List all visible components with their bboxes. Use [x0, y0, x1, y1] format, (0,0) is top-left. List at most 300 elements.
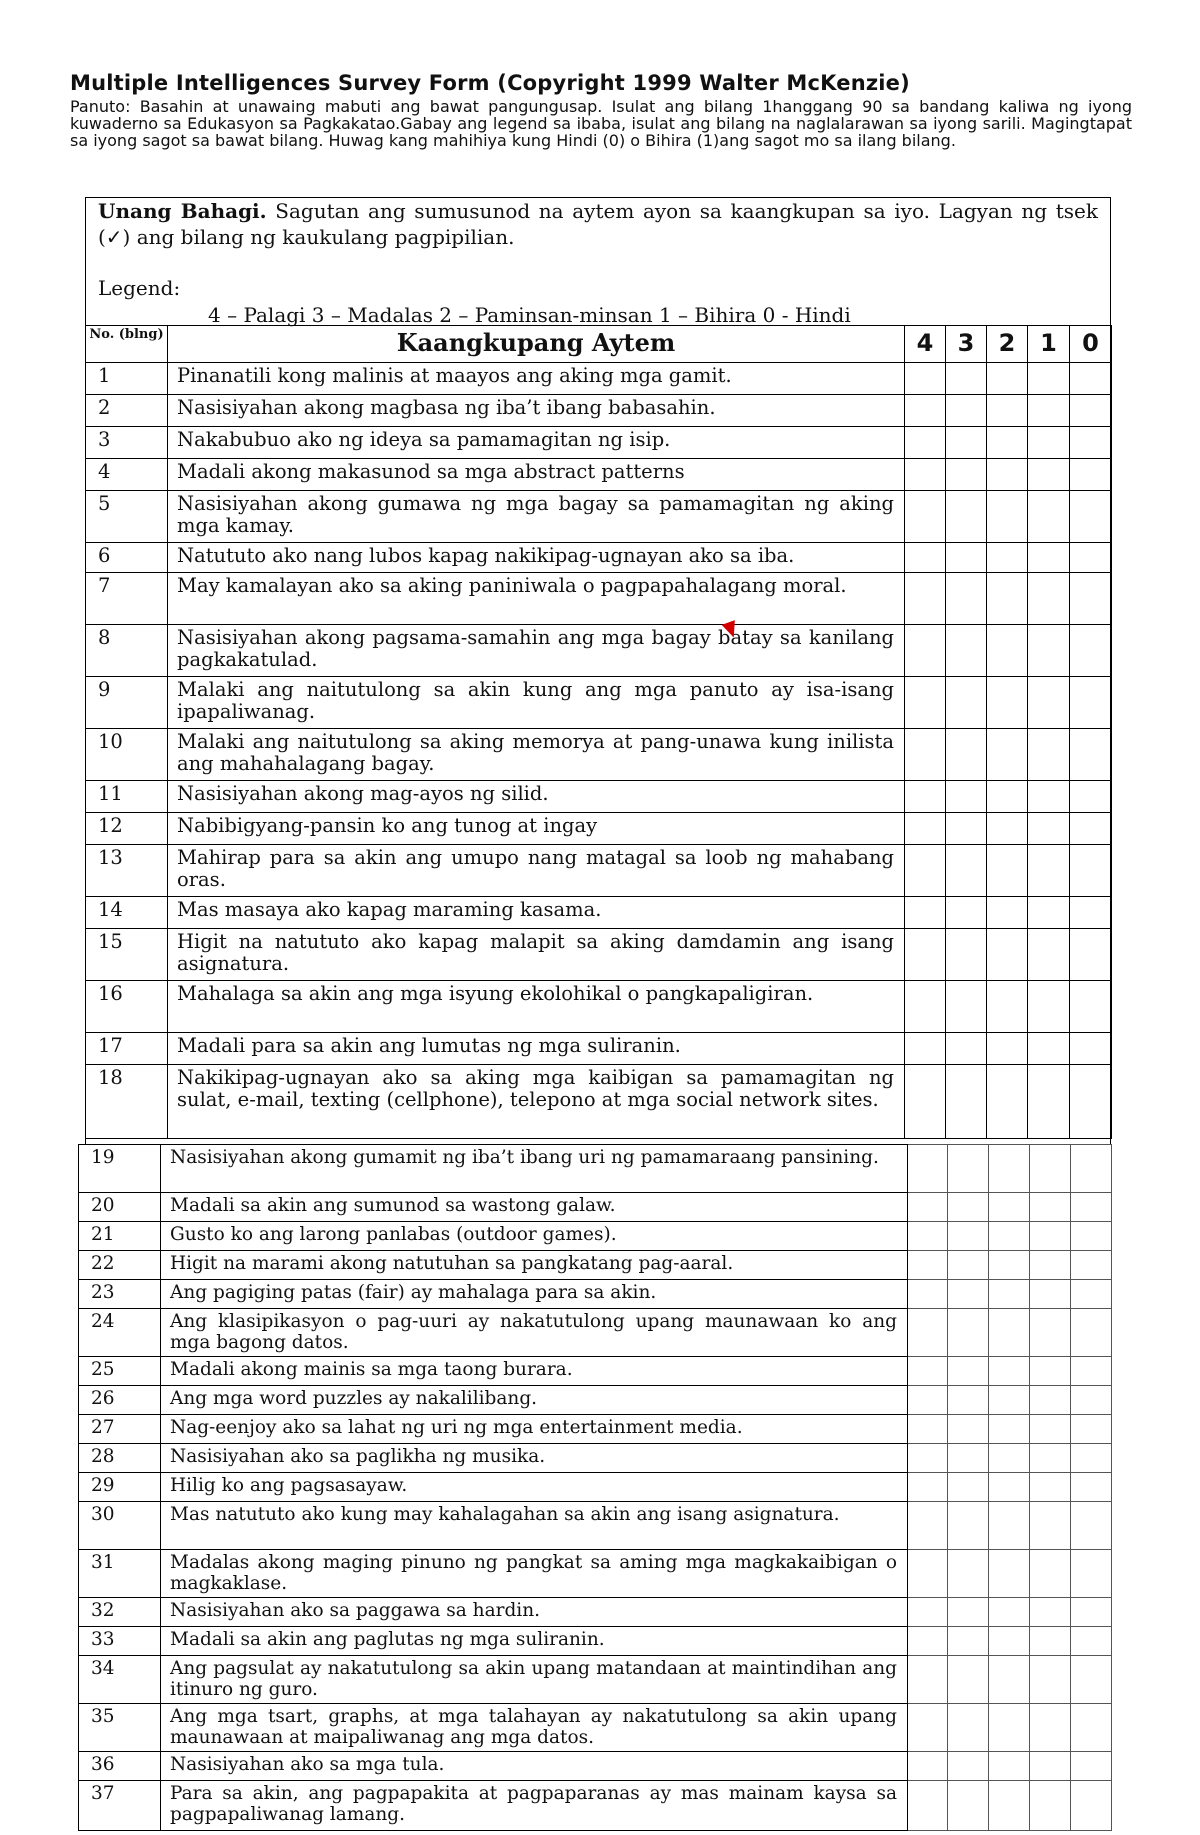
item-number: 31	[79, 1550, 161, 1598]
score-cell-3[interactable]	[948, 1251, 989, 1280]
item-number: 32	[79, 1598, 161, 1627]
score-cell-2[interactable]	[989, 1473, 1030, 1502]
item-number: 8	[86, 625, 168, 677]
score-cell-2[interactable]	[989, 1357, 1030, 1386]
score-cell-2[interactable]	[987, 729, 1028, 781]
score-cell-4[interactable]	[905, 897, 946, 929]
table-row	[86, 395, 1112, 427]
table-header-row	[86, 326, 1112, 363]
score-cell-2[interactable]	[989, 1415, 1030, 1444]
form-instructions: Panuto: Basahin at unawaing mabuti ang bawat pangungusap. Isulat ang bilang 1hanggang 90 sa bandang kaliwa ng iyong kuwaderno sa Edukasyon sa Pagkakatao.Gabay ang legend sa ibaba, isulat ang bilang na naglalarawan sa iyong sarili. Magingtapat sa iyong sagot sa bawat bilang. Huwag kang mahihiya kung Hindi (0) o Bihira (1)ang sagot mo sa ilang bilang.	[70, 97, 1132, 150]
score-cell-3[interactable]	[948, 1598, 989, 1627]
item-number: 12	[86, 813, 168, 845]
score-cell-0[interactable]	[1070, 897, 1112, 929]
table-row	[79, 1309, 1112, 1357]
score-cell-0[interactable]	[1071, 1280, 1112, 1309]
table-row	[79, 1627, 1112, 1656]
score-cell-3[interactable]	[948, 1309, 989, 1357]
score-cell-1[interactable]	[1030, 1357, 1071, 1386]
score-cell-4[interactable]	[905, 625, 946, 677]
score-cell-4[interactable]	[908, 1502, 948, 1550]
item-text: Ang mga word puzzles ay nakalilibang.	[161, 1386, 908, 1415]
score-cell-1[interactable]	[1030, 1280, 1071, 1309]
score-cell-4[interactable]	[908, 1386, 948, 1415]
score-cell-2[interactable]	[989, 1656, 1030, 1704]
score-cell-4[interactable]	[908, 1309, 948, 1357]
score-cell-0[interactable]	[1070, 543, 1112, 573]
score-cell-1[interactable]	[1030, 1598, 1071, 1627]
item-number: 16	[86, 981, 168, 1033]
score-cell-3[interactable]	[948, 1386, 989, 1415]
table-row	[86, 1065, 1112, 1139]
score-cell-2[interactable]	[989, 1781, 1030, 1831]
score-cell-0[interactable]	[1070, 573, 1112, 625]
item-text: Nasisiyahan ako sa mga tula.	[161, 1752, 908, 1781]
score-cell-0[interactable]	[1071, 1473, 1112, 1502]
score-cell-3[interactable]	[948, 1473, 989, 1502]
score-cell-3[interactable]	[946, 813, 987, 845]
score-cell-0[interactable]	[1071, 1415, 1112, 1444]
table-row	[79, 1193, 1112, 1222]
score-cell-3[interactable]	[946, 981, 987, 1033]
table-row	[86, 427, 1112, 459]
score-cell-1[interactable]	[1030, 1627, 1071, 1656]
score-cell-4[interactable]	[908, 1781, 948, 1831]
score-cell-3[interactable]	[948, 1502, 989, 1550]
score-cell-2[interactable]	[987, 459, 1028, 491]
score-cell-0[interactable]	[1071, 1704, 1112, 1752]
item-text: Gusto ko ang larong panlabas (outdoor games).	[161, 1222, 908, 1251]
item-number: 18	[86, 1065, 168, 1139]
part1-instruction: Sagutan ang sumusunod na aytem ayon sa kaangkupan sa iyo. Lagyan ng tsek (✓) ang bilang ng kaukulang pagpipilian.	[98, 199, 1098, 249]
score-cell-2[interactable]	[987, 363, 1028, 395]
score-cell-0[interactable]	[1070, 1033, 1112, 1065]
item-number: 24	[79, 1309, 161, 1357]
item-number: 37	[79, 1781, 161, 1831]
item-text: Pinanatili kong malinis at maayos ang aking mga gamit.	[168, 363, 905, 395]
score-cell-4[interactable]	[905, 845, 946, 897]
table-row	[86, 929, 1112, 981]
score-cell-0[interactable]	[1071, 1752, 1112, 1781]
item-text: Mas natututo ako kung may kahalagahan sa akin ang isang asignatura.	[161, 1502, 908, 1550]
score-cell-1[interactable]	[1028, 363, 1070, 395]
score-cell-1[interactable]	[1030, 1415, 1071, 1444]
item-text: Nasisiyahan akong gumawa ng mga bagay sa pamamagitan ng aking mga kamay.	[168, 491, 905, 543]
score-cell-1[interactable]	[1030, 1752, 1071, 1781]
score-cell-1[interactable]	[1030, 1781, 1071, 1831]
score-cell-3[interactable]	[948, 1627, 989, 1656]
score-cell-3[interactable]	[946, 677, 987, 729]
score-cell-1[interactable]	[1028, 845, 1070, 897]
table-row	[86, 781, 1112, 813]
score-cell-1[interactable]	[1028, 625, 1070, 677]
score-cell-2[interactable]	[989, 1598, 1030, 1627]
score-cell-0[interactable]	[1071, 1193, 1112, 1222]
score-cell-1[interactable]	[1028, 677, 1070, 729]
score-cell-4[interactable]	[905, 813, 946, 845]
score-cell-1[interactable]	[1028, 781, 1070, 813]
table-row	[86, 677, 1112, 729]
item-text: Nakikipag-ugnayan ako sa aking mga kaibigan sa pamamagitan ng sulat, e-mail, texting (cellphone), telepono at mga social network sites.	[168, 1065, 905, 1139]
legend-title: Legend:	[98, 276, 181, 300]
score-cell-3[interactable]	[946, 395, 987, 427]
score-cell-3[interactable]	[946, 1065, 987, 1139]
score-cell-1[interactable]	[1030, 1656, 1071, 1704]
score-cell-4[interactable]	[905, 729, 946, 781]
score-cell-0[interactable]	[1071, 1598, 1112, 1627]
score-cell-0[interactable]	[1071, 1222, 1112, 1251]
item-number: 29	[79, 1473, 161, 1502]
score-cell-3[interactable]	[946, 459, 987, 491]
item-number: 25	[79, 1357, 161, 1386]
table-row	[79, 1656, 1112, 1704]
score-cell-1[interactable]	[1028, 543, 1070, 573]
table-row	[86, 729, 1112, 781]
score-cell-0[interactable]	[1070, 491, 1112, 543]
score-cell-2[interactable]	[987, 543, 1028, 573]
score-cell-1[interactable]	[1028, 573, 1070, 625]
item-text: Madalas akong maging pinuno ng pangkat sa aming mga magkakaibigan o magkaklase.	[161, 1550, 908, 1598]
score-cell-4[interactable]	[908, 1251, 948, 1280]
score-cell-0[interactable]	[1071, 1550, 1112, 1598]
table-row	[86, 625, 1112, 677]
item-text: Nasisiyahan akong magbasa ng iba’t ibang babasahin.	[168, 395, 905, 427]
item-number: 28	[79, 1444, 161, 1473]
score-cell-0[interactable]	[1071, 1444, 1112, 1473]
score-cell-0[interactable]	[1070, 929, 1112, 981]
score-cell-3[interactable]	[946, 427, 987, 459]
score-cell-2[interactable]	[987, 1033, 1028, 1065]
item-text: Mas masaya ako kapag maraming kasama.	[168, 897, 905, 929]
score-cell-0[interactable]	[1070, 1065, 1112, 1139]
item-number: 23	[79, 1280, 161, 1309]
score-cell-1[interactable]	[1028, 929, 1070, 981]
column-header-score-3: 3	[946, 326, 987, 363]
part1-title: Unang Bahagi.	[98, 199, 267, 223]
score-cell-1[interactable]	[1028, 1033, 1070, 1065]
score-cell-3[interactable]	[946, 363, 987, 395]
score-cell-1[interactable]	[1030, 1502, 1071, 1550]
score-cell-1[interactable]	[1028, 729, 1070, 781]
score-cell-2[interactable]	[987, 781, 1028, 813]
score-cell-2[interactable]	[989, 1222, 1030, 1251]
column-header-score-0: 0	[1070, 326, 1112, 363]
score-cell-4[interactable]	[905, 677, 946, 729]
score-cell-2[interactable]	[989, 1752, 1030, 1781]
table-row	[86, 1033, 1112, 1065]
score-cell-3[interactable]	[948, 1444, 989, 1473]
item-text: Nag-eenjoy ako sa lahat ng uri ng mga entertainment media.	[161, 1415, 908, 1444]
score-cell-2[interactable]	[989, 1280, 1030, 1309]
score-cell-1[interactable]	[1028, 981, 1070, 1033]
score-cell-0[interactable]	[1071, 1251, 1112, 1280]
score-cell-1[interactable]	[1030, 1193, 1071, 1222]
score-cell-1[interactable]	[1030, 1222, 1071, 1251]
score-cell-4[interactable]	[908, 1444, 948, 1473]
item-number: 19	[79, 1145, 161, 1193]
score-cell-2[interactable]	[989, 1627, 1030, 1656]
score-cell-1[interactable]	[1030, 1386, 1071, 1415]
item-number: 35	[79, 1704, 161, 1752]
score-cell-3[interactable]	[948, 1781, 989, 1831]
item-number: 30	[79, 1502, 161, 1550]
score-cell-4[interactable]	[908, 1656, 948, 1704]
score-cell-4[interactable]	[908, 1357, 948, 1386]
score-cell-4[interactable]	[905, 543, 946, 573]
column-header-item: Kaangkupang Aytem	[168, 326, 905, 363]
score-cell-4[interactable]	[905, 1065, 946, 1139]
score-cell-1[interactable]	[1030, 1473, 1071, 1502]
score-cell-0[interactable]	[1070, 459, 1112, 491]
survey-table-part2	[78, 1144, 1112, 1831]
score-cell-4[interactable]	[908, 1415, 948, 1444]
column-header-score-4: 4	[905, 326, 946, 363]
score-cell-3[interactable]	[946, 845, 987, 897]
score-cell-2[interactable]	[989, 1386, 1030, 1415]
score-cell-3[interactable]	[946, 491, 987, 543]
table-row	[79, 1704, 1112, 1752]
item-text: Nakabubuo ako ng ideya sa pamamagitan ng isip.	[168, 427, 905, 459]
item-text: Madali sa akin ang sumunod sa wastong galaw.	[161, 1193, 908, 1222]
score-cell-2[interactable]	[989, 1444, 1030, 1473]
item-number: 26	[79, 1386, 161, 1415]
score-cell-2[interactable]	[989, 1704, 1030, 1752]
score-cell-3[interactable]	[946, 897, 987, 929]
score-cell-0[interactable]	[1071, 1357, 1112, 1386]
score-cell-2[interactable]	[987, 981, 1028, 1033]
score-cell-0[interactable]	[1070, 677, 1112, 729]
score-cell-1[interactable]	[1030, 1309, 1071, 1357]
score-cell-2[interactable]	[989, 1550, 1030, 1598]
score-cell-4[interactable]	[905, 395, 946, 427]
score-cell-2[interactable]	[987, 845, 1028, 897]
item-number: 14	[86, 897, 168, 929]
table-row	[79, 1473, 1112, 1502]
score-cell-3[interactable]	[948, 1415, 989, 1444]
item-text: Ang klasipikasyon o pag-uuri ay nakatutulong upang maunawaan ko ang mga bagong datos.	[161, 1309, 908, 1357]
score-cell-4[interactable]	[905, 981, 946, 1033]
score-cell-1[interactable]	[1030, 1145, 1071, 1193]
score-cell-1[interactable]	[1028, 459, 1070, 491]
score-cell-3[interactable]	[946, 781, 987, 813]
table-row	[86, 573, 1112, 625]
table-row	[86, 543, 1112, 573]
score-cell-3[interactable]	[946, 573, 987, 625]
item-number: 2	[86, 395, 168, 427]
score-cell-0[interactable]	[1071, 1627, 1112, 1656]
score-cell-3[interactable]	[948, 1145, 989, 1193]
score-cell-1[interactable]	[1028, 395, 1070, 427]
table-row	[79, 1145, 1112, 1193]
column-header-number: No. (blng)	[86, 326, 168, 363]
item-number: 13	[86, 845, 168, 897]
table-row	[86, 897, 1112, 929]
table-row	[86, 363, 1112, 395]
item-text: Mahalaga sa akin ang mga isyung ekolohikal o pangkapaligiran.	[168, 981, 905, 1033]
item-number: 9	[86, 677, 168, 729]
score-cell-0[interactable]	[1071, 1781, 1112, 1831]
table-row	[86, 459, 1112, 491]
table-row	[79, 1752, 1112, 1781]
score-cell-0[interactable]	[1070, 981, 1112, 1033]
score-cell-4[interactable]	[908, 1752, 948, 1781]
table-body-part2	[79, 1145, 1112, 1831]
item-number: 1	[86, 363, 168, 395]
score-cell-3[interactable]	[946, 729, 987, 781]
score-cell-0[interactable]	[1070, 781, 1112, 813]
score-cell-4[interactable]	[908, 1145, 948, 1193]
score-cell-0[interactable]	[1070, 813, 1112, 845]
score-cell-0[interactable]	[1071, 1656, 1112, 1704]
item-text: Ang pagiging patas (fair) ay mahalaga para sa akin.	[161, 1280, 908, 1309]
item-number: 10	[86, 729, 168, 781]
score-cell-0[interactable]	[1070, 395, 1112, 427]
score-cell-2[interactable]	[987, 1065, 1028, 1139]
score-cell-2[interactable]	[989, 1502, 1030, 1550]
item-number: 36	[79, 1752, 161, 1781]
item-number: 4	[86, 459, 168, 491]
item-text: Madali sa akin ang paglutas ng mga suliranin.	[161, 1627, 908, 1656]
item-text: Hilig ko ang pagsasayaw.	[161, 1473, 908, 1502]
part1-intro	[98, 198, 1098, 250]
score-cell-4[interactable]	[905, 491, 946, 543]
score-cell-0[interactable]	[1070, 427, 1112, 459]
score-cell-2[interactable]	[987, 625, 1028, 677]
item-text: Nasisiyahan akong gumamit ng iba’t ibang uri ng pamamaraang pansining.	[161, 1145, 908, 1193]
table-row	[79, 1280, 1112, 1309]
score-cell-2[interactable]	[989, 1145, 1030, 1193]
item-number: 15	[86, 929, 168, 981]
column-header-score-1: 1	[1028, 326, 1070, 363]
legend: 4 – Palagi 3 – Madalas 2 – Paminsan-minsan 1 – Bihira 0 - Hindi	[208, 303, 851, 327]
score-cell-4[interactable]	[908, 1222, 948, 1251]
table-row	[86, 981, 1112, 1033]
score-cell-2[interactable]	[989, 1309, 1030, 1357]
item-number: 11	[86, 781, 168, 813]
score-cell-2[interactable]	[989, 1251, 1030, 1280]
score-cell-1[interactable]	[1030, 1550, 1071, 1598]
score-cell-4[interactable]	[905, 427, 946, 459]
score-cell-1[interactable]	[1028, 813, 1070, 845]
score-cell-4[interactable]	[908, 1193, 948, 1222]
item-number: 27	[79, 1415, 161, 1444]
item-number: 17	[86, 1033, 168, 1065]
score-cell-4[interactable]	[905, 363, 946, 395]
score-cell-4[interactable]	[905, 1033, 946, 1065]
score-cell-0[interactable]	[1070, 729, 1112, 781]
item-text: Nasisiyahan ako sa paglikha ng musika.	[161, 1444, 908, 1473]
item-text: Malaki ang naitutulong sa aking memorya at pang-unawa kung inilista ang mahahalagang bagay.	[168, 729, 905, 781]
score-cell-4[interactable]	[908, 1598, 948, 1627]
score-cell-3[interactable]	[948, 1656, 989, 1704]
table-row	[79, 1781, 1112, 1831]
score-cell-4[interactable]	[905, 573, 946, 625]
item-text: Madali akong mainis sa mga taong burara.	[161, 1357, 908, 1386]
score-cell-0[interactable]	[1071, 1309, 1112, 1357]
score-cell-2[interactable]	[987, 897, 1028, 929]
score-cell-0[interactable]	[1071, 1386, 1112, 1415]
item-number: 5	[86, 491, 168, 543]
score-cell-3[interactable]	[946, 929, 987, 981]
score-cell-3[interactable]	[948, 1193, 989, 1222]
score-cell-1[interactable]	[1028, 897, 1070, 929]
score-cell-2[interactable]	[987, 813, 1028, 845]
score-cell-3[interactable]	[948, 1752, 989, 1781]
table-row	[79, 1502, 1112, 1550]
score-cell-3[interactable]	[948, 1280, 989, 1309]
score-cell-3[interactable]	[946, 1033, 987, 1065]
item-text: May kamalayan ako sa aking paniniwala o pagpapahalagang moral.	[168, 573, 905, 625]
score-cell-2[interactable]	[989, 1193, 1030, 1222]
item-number: 21	[79, 1222, 161, 1251]
item-text: Madali para sa akin ang lumutas ng mga suliranin.	[168, 1033, 905, 1065]
score-cell-3[interactable]	[948, 1357, 989, 1386]
table-row	[86, 845, 1112, 897]
item-number: 33	[79, 1627, 161, 1656]
score-cell-0[interactable]	[1071, 1145, 1112, 1193]
score-cell-4[interactable]	[908, 1473, 948, 1502]
score-cell-3[interactable]	[946, 543, 987, 573]
item-text: Higit na marami akong natutuhan sa pangkatang pag-aaral.	[161, 1251, 908, 1280]
item-text: Mahirap para sa akin ang umupo nang matagal sa loob ng mahabang oras.	[168, 845, 905, 897]
score-cell-2[interactable]	[987, 677, 1028, 729]
score-cell-1[interactable]	[1030, 1251, 1071, 1280]
score-cell-2[interactable]	[987, 395, 1028, 427]
score-cell-0[interactable]	[1070, 845, 1112, 897]
score-cell-4[interactable]	[908, 1280, 948, 1309]
score-cell-0[interactable]	[1070, 625, 1112, 677]
form-header	[70, 70, 1132, 149]
score-cell-4[interactable]	[905, 929, 946, 981]
score-cell-4[interactable]	[908, 1550, 948, 1598]
table-row	[86, 491, 1112, 543]
score-cell-2[interactable]	[987, 491, 1028, 543]
item-text: Higit na natututo ako kapag malapit sa aking damdamin ang isang asignatura.	[168, 929, 905, 981]
item-text: Nasisiyahan akong pagsama-samahin ang mga bagay batay sa kanilang pagkakatulad.	[168, 625, 905, 677]
table-row	[79, 1550, 1112, 1598]
score-cell-1[interactable]	[1028, 427, 1070, 459]
table-row	[79, 1415, 1112, 1444]
table-row	[79, 1444, 1112, 1473]
item-text: Natututo ako nang lubos kapag nakikipag-ugnayan ako sa iba.	[168, 543, 905, 573]
item-text: Nabibigyang-pansin ko ang tunog at ingay	[168, 813, 905, 845]
score-cell-0[interactable]	[1071, 1502, 1112, 1550]
score-cell-3[interactable]	[948, 1222, 989, 1251]
score-cell-3[interactable]	[948, 1550, 989, 1598]
score-cell-0[interactable]	[1070, 363, 1112, 395]
score-cell-4[interactable]	[905, 781, 946, 813]
score-cell-1[interactable]	[1030, 1704, 1071, 1752]
table-row	[79, 1386, 1112, 1415]
item-number: 7	[86, 573, 168, 625]
score-cell-4[interactable]	[905, 459, 946, 491]
score-cell-1[interactable]	[1030, 1444, 1071, 1473]
item-text: Malaki ang naitutulong sa akin kung ang mga panuto ay isa-isang ipapaliwanag.	[168, 677, 905, 729]
score-cell-1[interactable]	[1028, 491, 1070, 543]
score-cell-2[interactable]	[987, 573, 1028, 625]
score-cell-1[interactable]	[1028, 1065, 1070, 1139]
table-row	[79, 1357, 1112, 1386]
score-cell-2[interactable]	[987, 929, 1028, 981]
score-cell-4[interactable]	[908, 1627, 948, 1656]
score-cell-3[interactable]	[948, 1704, 989, 1752]
item-number: 34	[79, 1656, 161, 1704]
item-number: 20	[79, 1193, 161, 1222]
score-cell-3[interactable]	[946, 625, 987, 677]
score-cell-4[interactable]	[908, 1704, 948, 1752]
form-title: Multiple Intelligences Survey Form (Copyright 1999 Walter McKenzie)	[70, 71, 910, 95]
score-cell-2[interactable]	[987, 427, 1028, 459]
